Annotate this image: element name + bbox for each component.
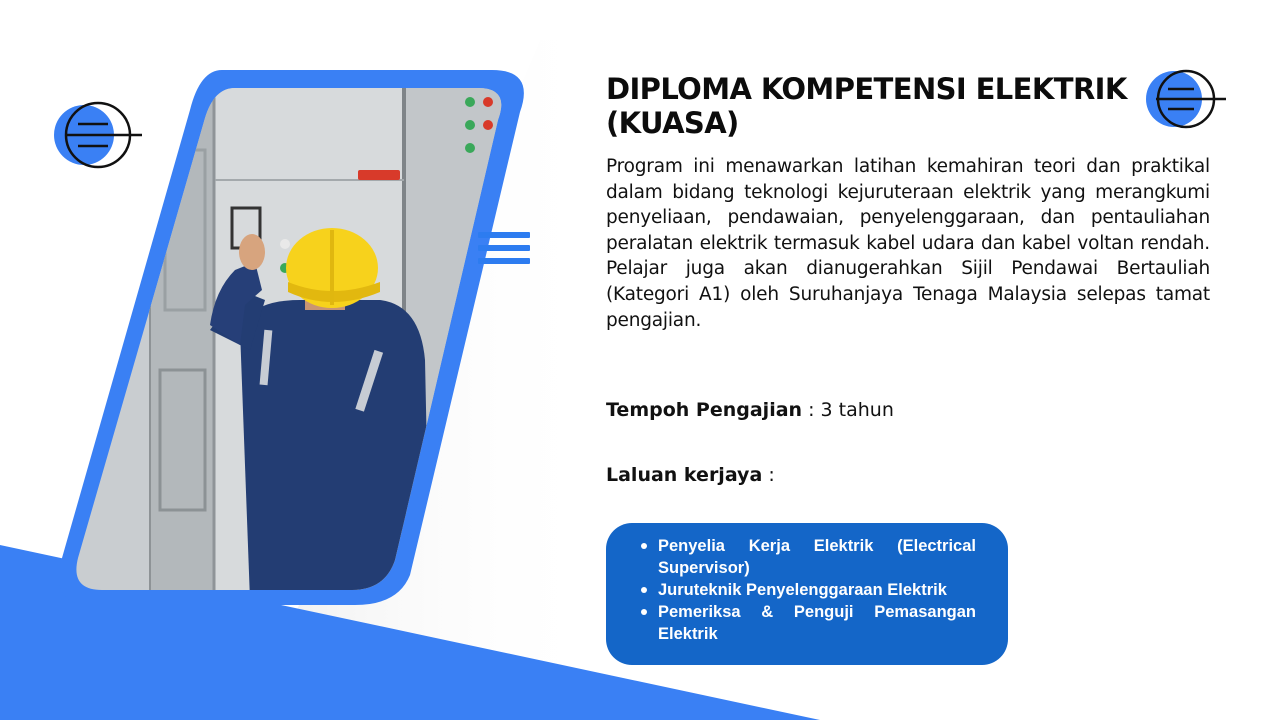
list-item: Penyelia Kerja Elektrik (Electrical Supervisor)	[640, 535, 976, 579]
career-label: Laluan kerjaya	[606, 464, 763, 486]
duration-value: : 3 tahun	[802, 399, 894, 421]
list-item: Pemeriksa & Penguji Pemasangan Elektrik	[640, 601, 976, 645]
stripes-decoration	[478, 232, 530, 268]
career-path-heading	[606, 463, 1206, 487]
career-list-box	[606, 523, 1008, 665]
career-list	[640, 535, 976, 645]
study-duration	[606, 398, 1206, 422]
duration-label: Tempoh Pengajian	[606, 399, 803, 421]
circle-outline-icon	[52, 100, 144, 170]
program-description: Program ini menawarkan latihan kemahiran teori dan praktikal dalam bidang teknologi kejuruteraan elektrik yang merangkumi penyeliaan, pendawaian, penyelenggaraan, dan pentauliahan peralatan elektrik termasuk kabel udara dan kabel voltan rendah. Pelajar juga akan dianugerahkan Sijil Pendawai Bertauliah (Kategori A1) oleh Suruhanjaya Tenaga Malaysia selepas tamat pengajian.	[606, 156, 1210, 331]
list-item: Juruteknik Penyelenggaraan Elektrik	[640, 579, 976, 601]
career-suffix: :	[762, 464, 775, 486]
page-title: DIPLOMA KOMPETENSI ELEKTRIK (KUASA)	[606, 72, 1127, 140]
